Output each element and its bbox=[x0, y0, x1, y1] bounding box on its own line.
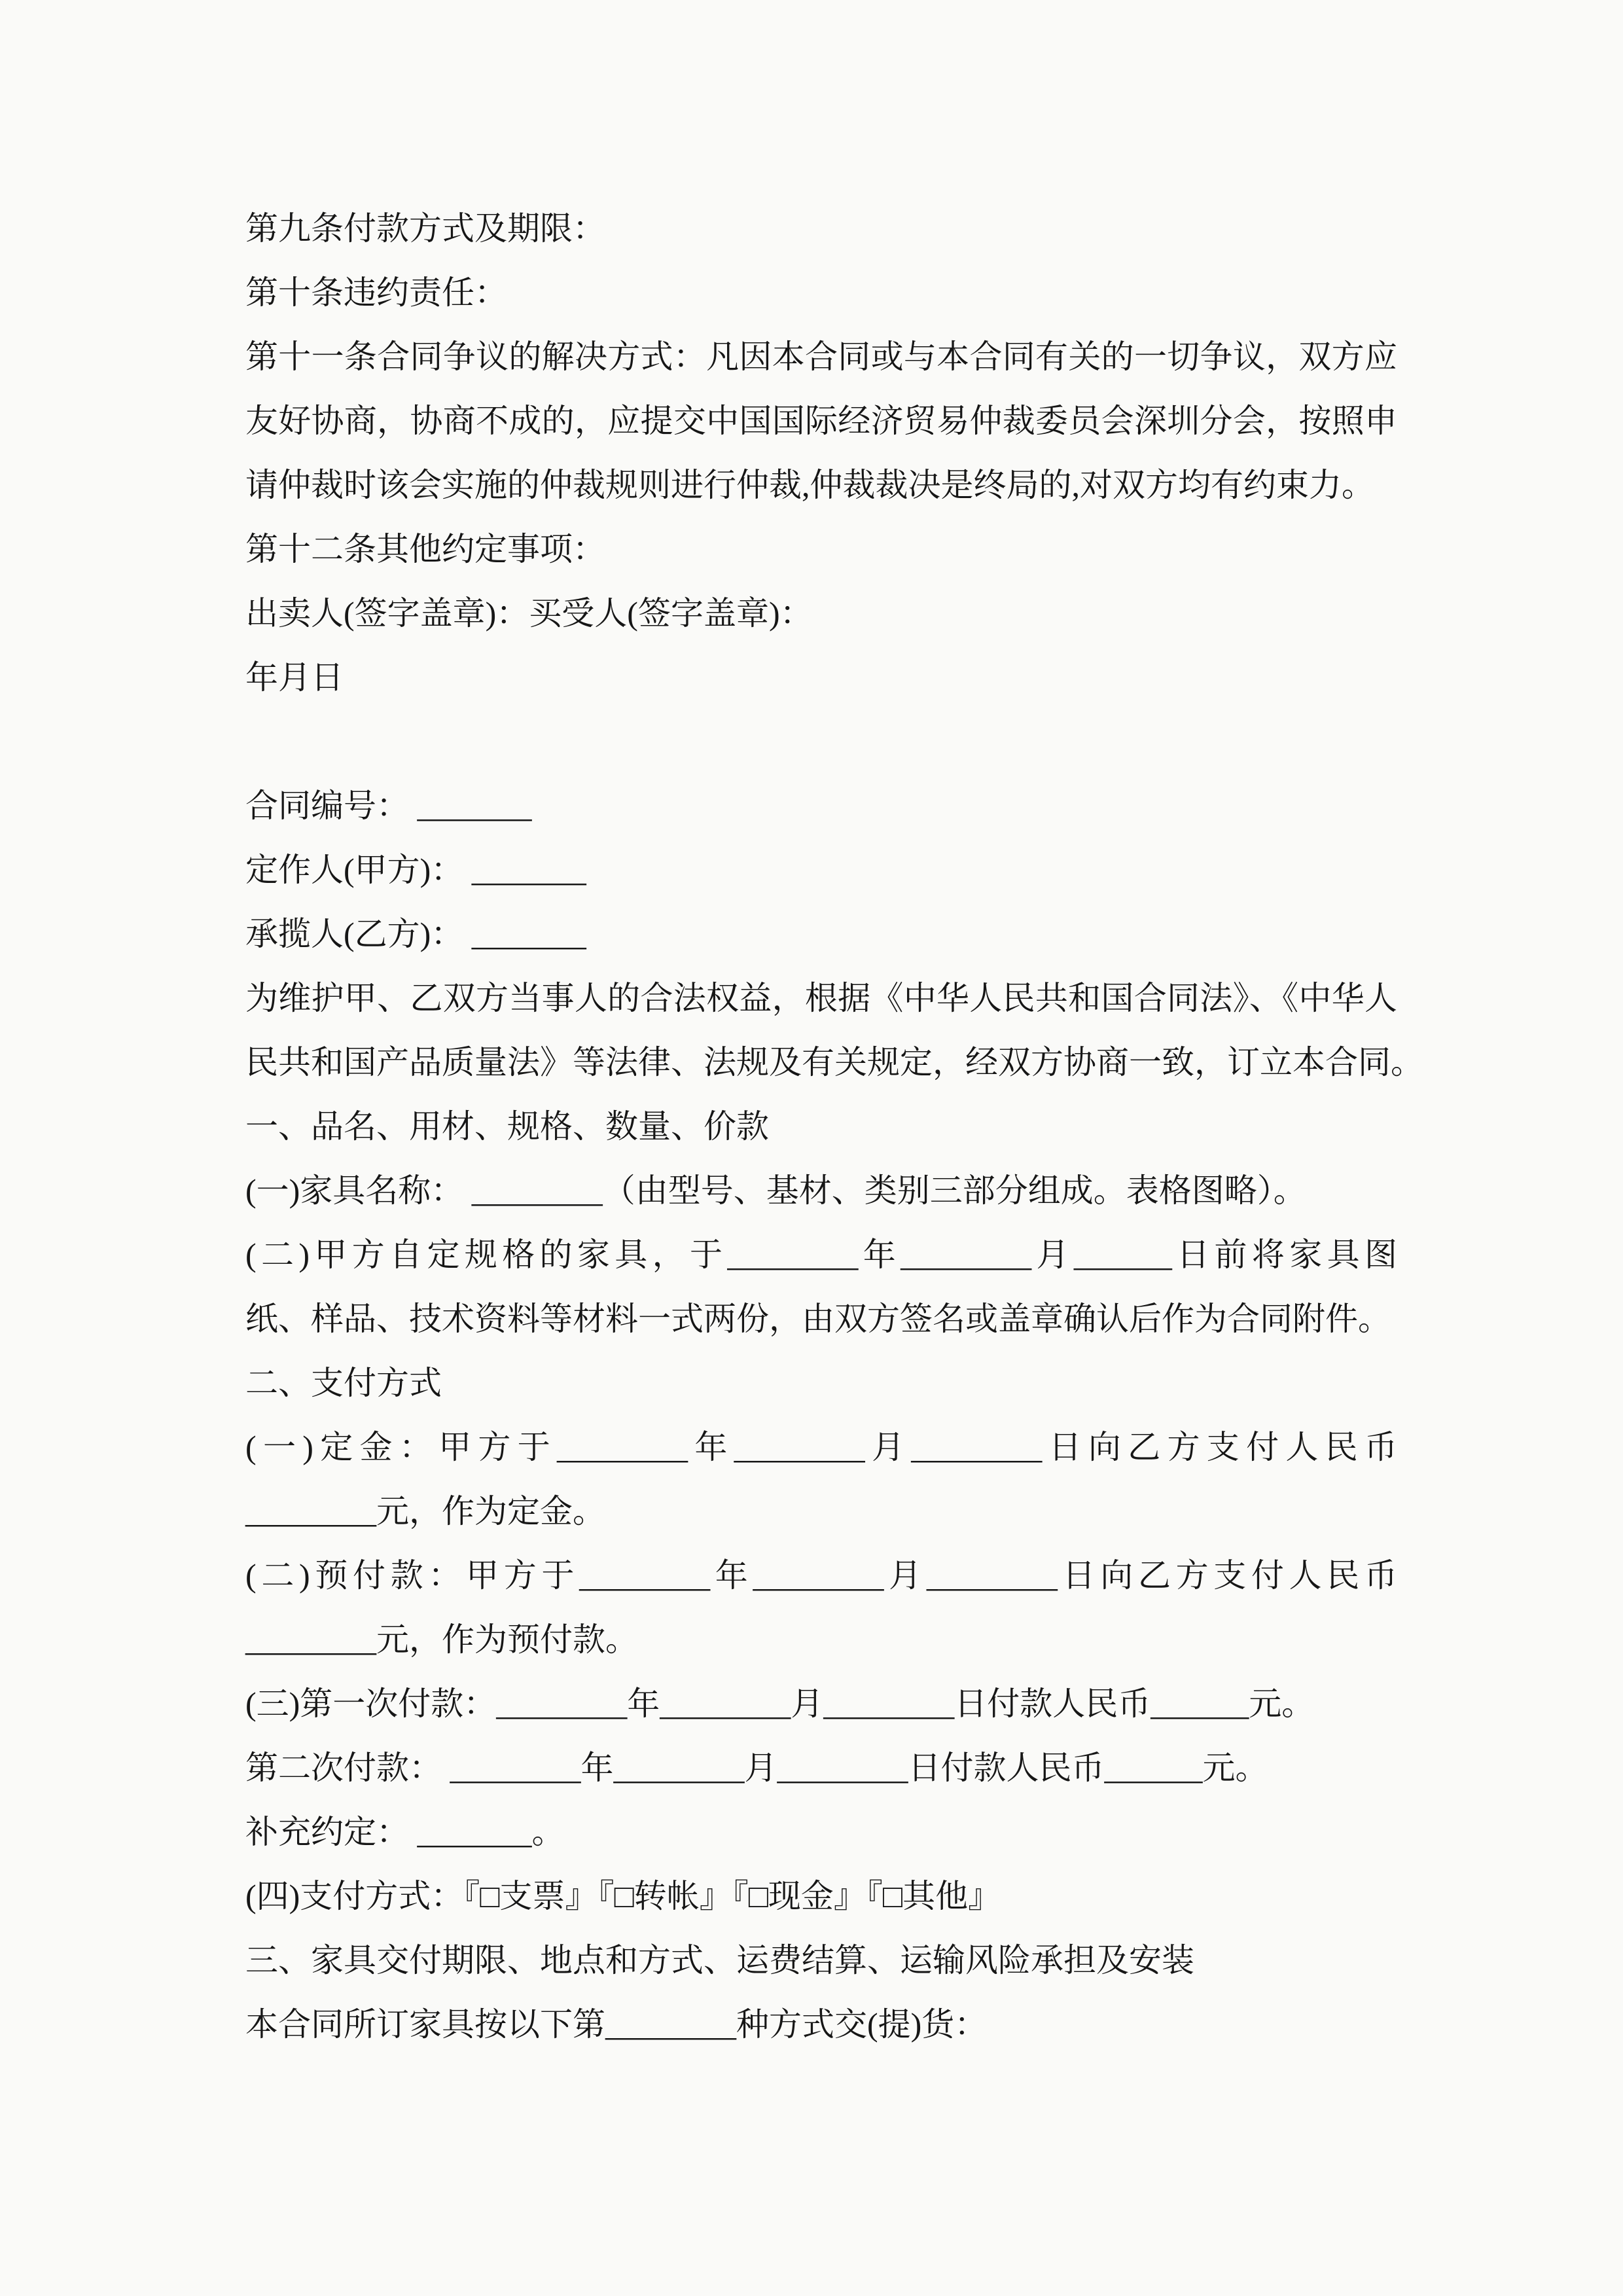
contract-document bbox=[245, 196, 1423, 2056]
second-payment-line: 第二次付款： ________年________月________日付款人民币______元。 bbox=[245, 1749, 1268, 1786]
section-2-heading: 二、支付方式 bbox=[245, 1365, 442, 1401]
clause-line-breach-liability: 第十条违约责任： bbox=[245, 274, 507, 311]
blank-line bbox=[245, 709, 1397, 774]
clause-line-dispute-resolution-1: 第十一条合同争议的解决方式：凡因本合同或与本合同有关的一切争议，双方应 bbox=[245, 338, 1397, 375]
clause-line-other-agreements: 第十二条其他约定事项： bbox=[245, 531, 605, 567]
clause-line-payment-method-term: 第九条付款方式及期限： bbox=[245, 210, 605, 247]
prepayment-line-2: ________元，作为预付款。 bbox=[245, 1621, 638, 1658]
prepayment-line-1: (二)预付款：甲方于________年________月________日向乙方支付人民币 bbox=[245, 1557, 1397, 1594]
preamble-line-1: 为维护甲、乙双方当事人的合法权益，根据《中华人民共和国合同法》、《中华人 bbox=[245, 980, 1397, 1016]
deposit-line-2: ________元，作为定金。 bbox=[245, 1493, 605, 1530]
contract-number-line: 合同编号： _______ bbox=[245, 787, 532, 824]
supplementary-agreement-line: 补充约定： _______。 bbox=[245, 1814, 565, 1850]
first-payment-line: (三)第一次付款：________年________月________日付款人民币______元。 bbox=[245, 1685, 1315, 1722]
section-1-heading: 一、品名、用材、规格、数量、价款 bbox=[245, 1108, 769, 1145]
signature-line: 出卖人(签字盖章)：买受人(签字盖章)： bbox=[245, 595, 813, 632]
date-line: 年月日 bbox=[245, 659, 344, 696]
clause-line-dispute-resolution-3: 请仲裁时该会实施的仲裁规则进行仲裁,仲裁裁决是终局的,对双方均有约束力。 bbox=[245, 467, 1374, 503]
deposit-line-1: (一)定金：甲方于________年________月________日向乙方支付人民币 bbox=[245, 1429, 1397, 1465]
preamble-line-2: 民共和国产品质量法》等法律、法规及有关规定，经双方协商一致，订立本合同。 bbox=[245, 1044, 1423, 1081]
furniture-name-line: (一)家具名称： ________（由型号、基材、类别三部分组成。表格图略）。 bbox=[245, 1172, 1306, 1209]
delivery-method-line: 本合同所订家具按以下第________种方式交(提)货： bbox=[245, 2006, 988, 2043]
contractor-line: 承揽人(乙方)： _______ bbox=[245, 916, 586, 952]
custom-spec-line-1: (二)甲方自定规格的家具，于________年________月______日前将家具图 bbox=[245, 1236, 1397, 1273]
section-3-heading: 三、家具交付期限、地点和方式、运费结算、运输风险承担及安装 bbox=[245, 1942, 1194, 1979]
clause-line-dispute-resolution-2: 友好协商，协商不成的，应提交中国国际经济贸易仲裁委员会深圳分会，按照申 bbox=[245, 403, 1397, 439]
custom-spec-line-2: 纸、样品、技术资料等材料一式两份，由双方签名或盖章确认后作为合同附件。 bbox=[245, 1300, 1391, 1337]
payment-method-checkbox-line: (四)支付方式：『□支票』『□转帐』『□现金』『□其他』 bbox=[245, 1878, 1001, 1914]
ordering-party-line: 定作人(甲方)： _______ bbox=[245, 852, 586, 888]
